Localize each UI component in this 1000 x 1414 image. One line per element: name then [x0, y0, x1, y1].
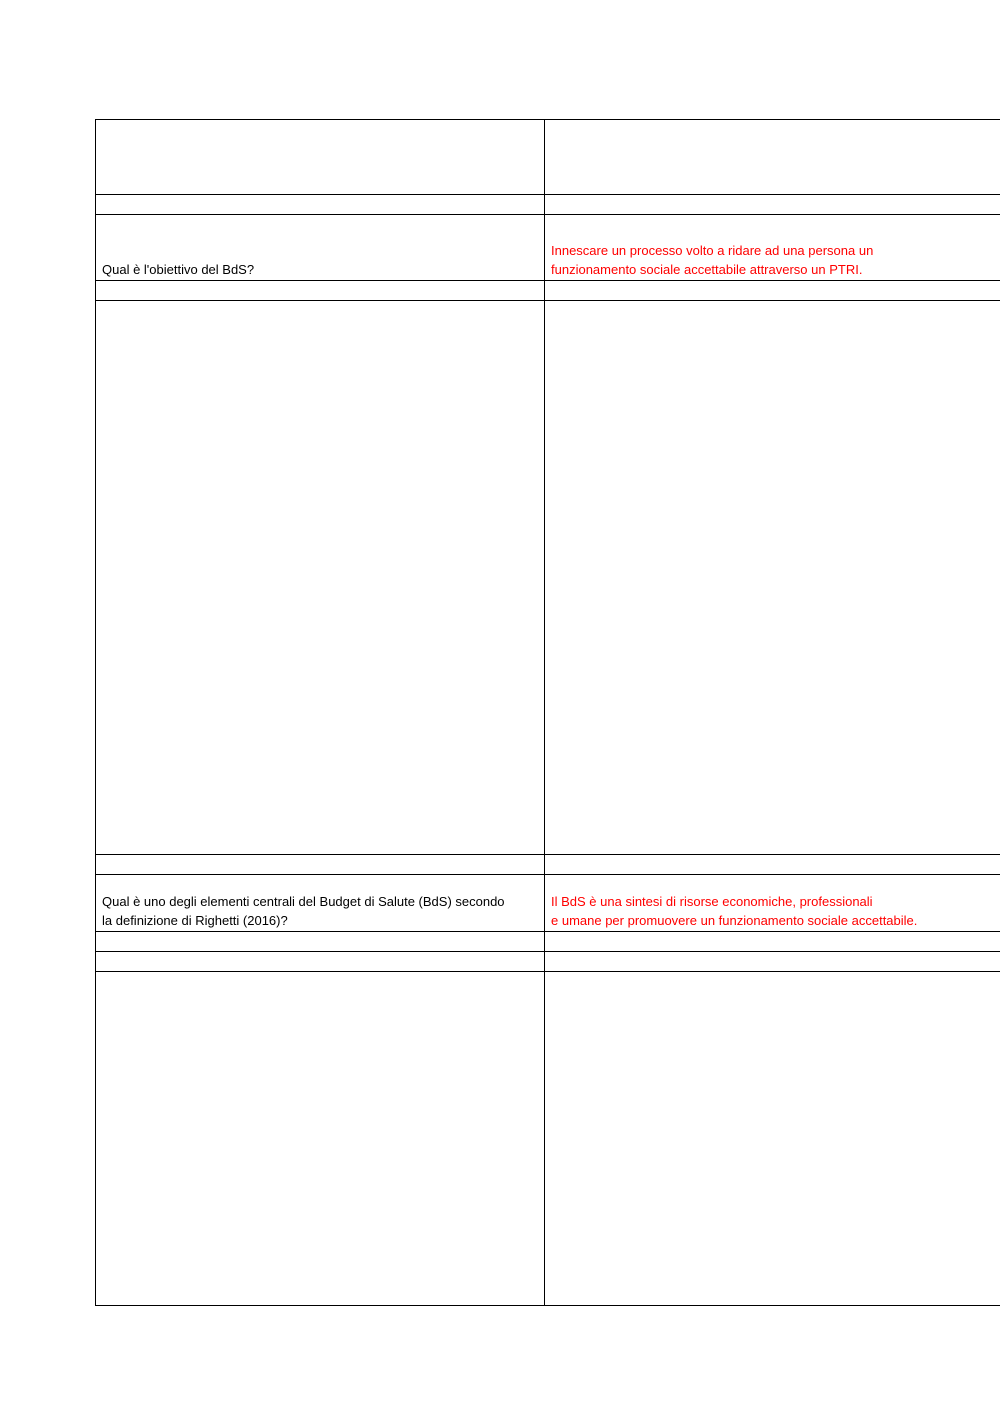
table-cell	[96, 281, 545, 301]
question-text: Qual è l'obiettivo del BdS?	[102, 262, 255, 277]
table-cell	[545, 855, 1000, 875]
table-cell	[96, 195, 545, 215]
table-cell	[96, 972, 545, 1306]
question-cell	[96, 215, 545, 281]
table-row	[96, 952, 1000, 972]
table-row	[96, 281, 1000, 301]
question-cell	[96, 875, 545, 932]
question-text: Qual è uno degli elementi centrali del Budget di Salute (BdS) secondo	[102, 894, 505, 909]
answer-text: funzionamento sociale accettabile attraverso un PTRI.	[551, 262, 863, 277]
table-row	[96, 932, 1000, 952]
answer-cell	[545, 875, 1000, 932]
table-row	[96, 120, 1000, 195]
table-row	[96, 215, 1000, 281]
answer-text: e umane per promuovere un funzionamento sociale accettabile.	[551, 913, 918, 928]
table-cell	[96, 855, 545, 875]
table-row	[96, 195, 1000, 215]
table-cell	[96, 932, 545, 952]
table-cell	[96, 120, 545, 195]
table-row	[96, 972, 1000, 1306]
table-row	[96, 875, 1000, 932]
table-row	[96, 301, 1000, 855]
table-cell	[545, 281, 1000, 301]
answer-cell	[545, 215, 1000, 281]
answer-text: Innescare un processo volto a ridare ad una persona un	[551, 243, 874, 258]
table-cell	[545, 195, 1000, 215]
table-cell	[545, 952, 1000, 972]
answer-text: Il BdS è una sintesi di risorse economiche, professionali	[551, 894, 873, 909]
table-cell	[96, 952, 545, 972]
table-cell	[96, 301, 545, 855]
table-cell	[545, 932, 1000, 952]
table-cell	[545, 972, 1000, 1306]
table-row	[96, 855, 1000, 875]
worksheet-table	[95, 119, 1000, 1306]
table-cell	[545, 301, 1000, 855]
table-cell	[545, 120, 1000, 195]
question-text: la definizione di Righetti (2016)?	[102, 913, 288, 928]
